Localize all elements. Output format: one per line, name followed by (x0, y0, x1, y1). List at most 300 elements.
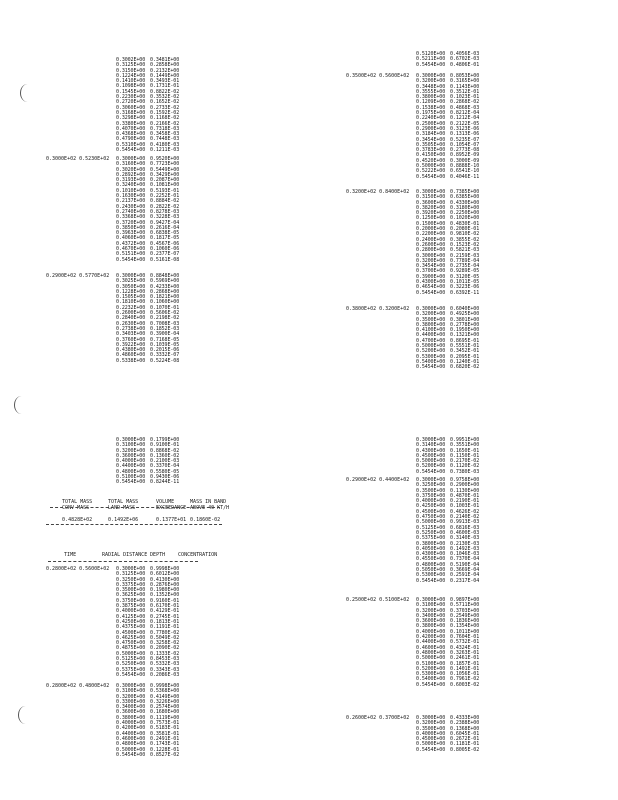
y-value: 0.6385E+00 (450, 194, 480, 201)
x-value: 0.5375E+00 (416, 535, 446, 542)
y-value: 0.1011E+00 (450, 628, 480, 635)
x-value: 0.5454E+00 (416, 173, 446, 180)
y-value: 0.8848E+00 (150, 273, 180, 279)
x-value: 0.3168E+00 (116, 109, 146, 116)
y-value: 0.1228E-01 (150, 746, 180, 753)
data-block-top-right-4 (416, 307, 490, 371)
x-value: 0.5000E+00 (416, 163, 446, 170)
y-value: 0.2140E-02 (450, 514, 480, 521)
y-value: 0.1321E+00 (450, 332, 480, 339)
y-value: 0.6003E-02 (450, 681, 480, 688)
x-value: 0.3500E+00 (116, 587, 146, 594)
data-block-bottom-left-2 (116, 567, 190, 678)
x-value: 0.4500E+00 (416, 508, 446, 515)
block-label-bottom-left-2: 0.2800E+02 0.5600E+02 (46, 566, 110, 572)
y-value: 0.6702E-03 (450, 56, 480, 63)
y-value: 0.4330E+00 (450, 199, 480, 206)
x-value: 0.5050E+00 (416, 567, 446, 574)
y-value: 0.7573E-01 (150, 720, 180, 727)
y-value: 0.9913E-03 (450, 519, 480, 526)
data-row (416, 470, 490, 475)
x-value: 0.3100E+00 (116, 442, 146, 449)
y-value: 0.2591E-04 (450, 572, 480, 579)
x-value: 0.4300E+00 (416, 447, 446, 454)
x-value: 0.3555E+00 (416, 88, 446, 95)
y-value: 0.3123E-06 (450, 125, 480, 132)
y-value: 0.2122E-05 (450, 120, 480, 127)
x-value: 0.4000E+00 (416, 498, 446, 505)
data-row (116, 258, 190, 263)
y-value: 0.8888E-10 (450, 163, 480, 170)
data-row (416, 63, 490, 68)
y-value: 0.9427E-04 (150, 219, 180, 226)
x-value: 0.3500E+00 (416, 316, 446, 323)
x-value: 0.5250E+00 (116, 661, 146, 668)
x-value: 0.5211E+00 (416, 56, 446, 63)
x-value: 0.5120E+00 (416, 51, 446, 57)
x-value: 0.3403E+00 (116, 331, 146, 338)
x-value: 0.1098E+00 (116, 83, 146, 90)
data-row (416, 365, 490, 370)
block-label-top-left-2: 0.3000E+02 0.5230E+02 (46, 156, 110, 162)
x-value: 0.4860E+00 (116, 352, 146, 359)
y-value: 0.8244E-11 (150, 479, 180, 486)
x-value: 0.3000E+00 (416, 715, 446, 721)
x-value: 0.4500E+00 (116, 629, 146, 636)
summary-rule-2 (46, 524, 222, 525)
y-value: 0.1857E-01 (450, 660, 480, 667)
x-value: 0.3050E+00 (116, 283, 146, 290)
x-value: 0.3060E+00 (116, 104, 146, 111)
y-value: 0.3226E+00 (150, 698, 180, 705)
y-value: 0.2549E+00 (450, 612, 480, 619)
y-value: 0.4046E-11 (450, 173, 480, 180)
x-value: 0.3000E+00 (116, 156, 146, 162)
summary-header-4: MASS IN BAND (190, 499, 227, 505)
x-value: 0.4520E+00 (416, 157, 446, 164)
y-value: 0.1191E-01 (150, 624, 180, 631)
y-value: 0.9100E-01 (150, 442, 180, 449)
y-value: 0.2900E+00 (450, 482, 480, 489)
y-value: 0.6045E-01 (450, 730, 480, 737)
x-value: 0.5454E+00 (116, 479, 146, 486)
y-value: 0.3120E-05 (450, 273, 480, 280)
y-value: 0.3228E-03 (150, 214, 180, 221)
table-header-concentration: CONCENTRATION (178, 552, 218, 558)
y-value: 0.5161E-08 (150, 256, 180, 263)
y-value: 0.3532E-02 (150, 94, 180, 101)
summary-value-1: 0.4828E+02 (62, 517, 93, 523)
x-value: 0.1538E+00 (416, 104, 446, 111)
y-value: 0.5821E-03 (450, 247, 480, 254)
data-block-bottom-left (116, 438, 190, 486)
block-label-bottom-left-3: 0.2800E+02 0.4800E+02 (46, 683, 110, 689)
y-value: 0.1212E-04 (450, 115, 480, 122)
x-value: 0.3760E+00 (116, 336, 146, 343)
y-value: 0.3000E-09 (450, 157, 480, 164)
x-value: 0.2600E+00 (116, 310, 146, 317)
x-value: 0.4875E+00 (116, 645, 146, 652)
y-value: 0.5183E-01 (150, 725, 180, 732)
y-value: 0.1211E-03 (150, 147, 180, 154)
x-value: 0.3140E+00 (416, 442, 446, 449)
x-value: 0.4380E+00 (116, 347, 146, 354)
y-value: 0.1181E-01 (450, 741, 480, 748)
x-value: 0.5250E+00 (416, 529, 446, 536)
y-value: 0.6040E+00 (450, 306, 480, 312)
x-value: 0.5000E+00 (116, 746, 146, 753)
x-value: 0.3454E+00 (416, 263, 446, 270)
y-value: 0.1817E-05 (150, 235, 180, 242)
x-value: 0.3000E+00 (416, 189, 446, 195)
y-value: 0.3343E-03 (150, 666, 180, 673)
x-value: 0.3900E+00 (416, 273, 446, 280)
y-value: 0.1060E+00 (150, 299, 180, 306)
y-value: 0.7385E+00 (450, 189, 480, 195)
x-value: 0.3000E+00 (116, 273, 146, 279)
y-value: 0.1056E-01 (450, 671, 480, 678)
y-value: 0.3429E+00 (150, 171, 180, 178)
x-value: 0.5454E+00 (416, 289, 446, 296)
summary-value-4: 0.1860E-02 (190, 517, 221, 523)
x-value: 0.1500E+00 (416, 220, 446, 227)
data-row (416, 579, 490, 584)
y-value: 0.8695E-01 (450, 337, 480, 344)
y-value: 0.2672E-01 (450, 736, 480, 743)
y-value: 0.2166E-02 (150, 120, 180, 127)
y-value: 0.1020E+00 (450, 215, 480, 222)
x-value: 0.4200E+00 (116, 725, 146, 732)
x-value: 0.5000E+00 (416, 343, 446, 350)
summary-subheader-3: EXCEEDANCE (156, 505, 187, 511)
x-value: 0.3002E+00 (116, 57, 146, 63)
y-value: 0.1799E+00 (150, 437, 180, 443)
x-value: 0.3800E+00 (416, 94, 446, 101)
y-value: 0.7380E-03 (450, 468, 480, 475)
y-value: 0.5193E-01 (150, 187, 180, 194)
x-value: 0.3820E+00 (416, 204, 446, 211)
x-value: 0.3505E+00 (416, 141, 446, 148)
y-value: 0.2087E+00 (150, 177, 180, 184)
x-value: 0.4800E+00 (416, 561, 446, 568)
y-value: 0.9951E+00 (450, 437, 480, 443)
x-value: 0.2200E+00 (416, 231, 446, 238)
hole-punch-mark (20, 84, 35, 102)
data-block-bottom-left-3 (116, 684, 190, 758)
y-value: 0.5224E-08 (150, 357, 180, 364)
y-value: 0.1046E-03 (450, 551, 480, 558)
x-value: 0.5310E+00 (116, 141, 146, 148)
y-value: 0.7318E-03 (150, 125, 180, 132)
y-value: 0.2159E-03 (450, 252, 480, 259)
x-value: 0.4060E+00 (116, 235, 146, 242)
y-value: 0.2388E+00 (450, 720, 480, 727)
y-value: 0.1143E+00 (450, 83, 480, 90)
x-value: 0.3600E+00 (416, 199, 446, 206)
data-row (416, 748, 490, 753)
summary-value-2: 0.1492E+06 (108, 517, 139, 523)
y-value: 0.9520E+00 (150, 156, 180, 162)
x-value: 0.4625E+00 (116, 634, 146, 641)
x-value: 0.4372E+00 (116, 240, 146, 247)
x-value: 0.3025E+00 (116, 278, 146, 285)
y-value: 0.5368E+00 (150, 688, 180, 695)
x-value: 0.5454E+00 (116, 256, 146, 263)
x-value: 0.5400E+00 (416, 676, 446, 683)
y-value: 0.8527E-02 (150, 751, 180, 758)
y-value: 0.4626E-02 (450, 508, 480, 515)
y-value: 0.1449E+00 (150, 72, 180, 79)
y-value: 0.1130E+00 (450, 487, 480, 494)
data-row (416, 291, 490, 296)
y-value: 0.1070E-01 (150, 304, 180, 311)
y-value: 0.7168E-05 (150, 336, 180, 343)
y-value: 0.7008E-03 (150, 320, 180, 327)
y-value: 0.2868E-02 (450, 99, 480, 106)
x-value: 0.3800E+00 (416, 623, 446, 630)
y-value: 0.4830E-01 (450, 220, 480, 227)
x-value: 0.5300E+00 (416, 353, 446, 360)
x-value: 0.4400E+00 (116, 463, 146, 470)
y-value: 0.2822E-02 (150, 203, 180, 210)
x-value: 0.4750E+00 (416, 514, 446, 521)
y-value: 0.2745E-01 (150, 613, 180, 620)
y-value: 0.3180E+00 (450, 204, 480, 211)
x-value: 0.3000E+00 (416, 73, 446, 79)
x-value: 0.4000E+00 (416, 730, 446, 737)
x-value: 0.5000E+00 (416, 458, 446, 465)
x-value: 0.3375E+00 (116, 581, 146, 588)
summary-values (50, 511, 220, 529)
data-block-bottom-right-2 (416, 478, 490, 584)
x-value: 0.5200E+00 (416, 348, 446, 355)
x-value: 0.2738E+00 (116, 325, 146, 332)
y-value: 0.9810E-02 (450, 231, 480, 238)
y-value: 0.8053E+00 (450, 73, 480, 79)
y-value: 0.1240E-01 (450, 358, 480, 365)
x-value: 0.4600E+00 (416, 644, 446, 651)
y-value: 0.7370E-04 (450, 556, 480, 563)
x-value: 0.5454E+00 (116, 751, 146, 758)
y-value: 0.5235E-07 (450, 136, 480, 143)
x-value: 0.5125E+00 (416, 524, 446, 531)
y-value: 0.1852E-03 (150, 325, 180, 332)
y-value: 0.5332E-03 (150, 661, 180, 668)
x-value: 0.5454E+00 (416, 681, 446, 688)
y-value: 0.8868E-02 (150, 447, 180, 454)
data-block-top-left-2 (116, 157, 190, 263)
x-value: 0.3000E+00 (116, 683, 146, 689)
x-value: 0.1209E+00 (416, 99, 446, 106)
x-value: 0.4750E+00 (116, 640, 146, 647)
y-value: 0.2100E-03 (150, 458, 180, 465)
y-value: 0.9758E+00 (450, 477, 480, 483)
y-value: 0.1650E-01 (450, 447, 480, 454)
summary-value-3: 0.1377E+01 (156, 517, 187, 523)
summary-rule (50, 507, 220, 508)
x-value: 0.3000E+00 (416, 252, 446, 259)
x-value: 0.4800E+00 (116, 741, 146, 748)
x-value: 0.3500E+00 (416, 487, 446, 494)
y-value: 0.2198E-02 (150, 315, 180, 322)
x-value: 0.3700E+00 (416, 268, 446, 275)
data-block-bottom-right-3 (416, 598, 490, 688)
x-value: 0.3300E+00 (116, 698, 146, 705)
data-block-top-right-3 (416, 190, 490, 296)
x-value: 0.1630E+00 (116, 193, 146, 200)
x-value: 0.3600E+00 (416, 618, 446, 625)
y-value: 0.1743E-01 (150, 741, 180, 748)
x-value: 0.3783E+00 (416, 147, 446, 154)
y-value: 0.1360E-02 (150, 452, 180, 459)
x-value: 0.3250E+00 (116, 576, 146, 583)
x-value: 0.2400E+00 (416, 236, 446, 243)
x-value: 0.4654E+00 (416, 284, 446, 291)
y-value: 0.8005E-02 (450, 746, 480, 753)
y-value: 0.7789E-04 (450, 257, 480, 264)
x-value: 0.3184E+00 (416, 131, 446, 138)
x-value: 0.3100E+00 (416, 602, 446, 609)
y-value: 0.3551E+00 (450, 442, 480, 449)
y-value: 0.2090E-02 (150, 645, 180, 652)
x-value: 0.2892E+00 (116, 171, 146, 178)
x-value: 0.4400E+00 (416, 332, 446, 339)
y-value: 0.1060E-06 (150, 246, 180, 253)
y-value: 0.2377E-07 (150, 251, 180, 258)
x-value: 0.3800E+00 (416, 540, 446, 547)
y-value: 0.3703E+00 (450, 607, 480, 614)
summary-header-3: VOLUME (156, 499, 175, 505)
y-value: 0.8884E-02 (150, 198, 180, 205)
x-value: 0.3800E+00 (416, 321, 446, 328)
y-value: 0.3458E-03 (150, 131, 180, 138)
x-value: 0.3448E+00 (416, 83, 446, 90)
y-value: 0.3581E-01 (150, 730, 180, 737)
x-value: 0.4150E+00 (416, 152, 446, 159)
y-value: 0.2015E-06 (150, 347, 180, 354)
x-value: 0.4200E+00 (416, 634, 446, 641)
x-value: 0.5375E+00 (116, 666, 146, 673)
x-value: 0.5454E+00 (116, 671, 146, 678)
y-value: 0.4149E+00 (150, 693, 180, 700)
y-value: 0.2190E-01 (450, 498, 480, 505)
y-value: 0.7780E-02 (150, 629, 180, 636)
y-value: 0.1813E-01 (150, 618, 180, 625)
x-value: 0.5454E+00 (416, 468, 446, 475)
block-label-bottom-right-3: 0.2500E+02 0.5100E+02 (346, 597, 410, 603)
y-value: 0.4870E-01 (450, 492, 480, 499)
y-value: 0.1168E-02 (150, 115, 180, 122)
x-value: 0.4670E+00 (116, 246, 146, 253)
block-label-top-right-3: 0.3200E+02 0.8400E+02 (346, 189, 410, 195)
y-value: 0.5606E-02 (150, 310, 180, 317)
x-value: 0.3920E+00 (416, 210, 446, 217)
y-value: 0.2733E-02 (150, 104, 180, 111)
x-value: 0.3200E+00 (116, 447, 146, 454)
y-value: 0.4324E-01 (450, 644, 480, 651)
data-row (116, 148, 190, 153)
x-value: 0.4000E+00 (116, 720, 146, 727)
y-value: 0.2250E+00 (450, 210, 480, 217)
x-value: 0.3250E+00 (416, 482, 446, 489)
summary-header-2: TOTAL MASS (108, 499, 139, 505)
y-value: 0.2317E-04 (450, 577, 480, 584)
x-value: 0.3200E+00 (416, 78, 446, 85)
y-value: 0.2170E-02 (450, 458, 480, 465)
x-value: 0.4800E+00 (116, 468, 146, 475)
y-value: 0.5551E-01 (450, 343, 480, 350)
y-value: 0.3263E-01 (450, 649, 480, 656)
x-value: 0.3000E+00 (416, 597, 446, 603)
table-header-depth: DEPTH (150, 552, 166, 558)
x-value: 0.5000E+00 (416, 655, 446, 662)
y-value: 0.1592E-02 (150, 109, 180, 116)
summary-header-1: TOTAL MASS (62, 499, 93, 505)
y-value: 0.1011E-05 (450, 279, 480, 286)
y-value: 0.1523E-02 (450, 241, 480, 248)
block-label-top-right-2: 0.3500E+02 0.5600E+02 (346, 73, 410, 79)
x-value: 0.3020E+00 (116, 166, 146, 173)
y-value: 0.1039E-05 (150, 341, 180, 348)
x-value: 0.5000E+00 (116, 650, 146, 657)
y-value: 0.2461E-01 (450, 655, 480, 662)
block-label-bottom-right-2: 0.2900E+02 0.4400E+02 (346, 477, 410, 483)
x-value: 0.3800E+00 (116, 714, 146, 721)
x-value: 0.4500E+00 (416, 452, 446, 459)
y-value: 0.3223E-06 (450, 284, 480, 291)
x-value: 0.1975E+00 (416, 110, 446, 117)
y-value: 0.1980E+00 (150, 587, 180, 594)
x-value: 0.4250E+00 (416, 503, 446, 510)
hole-punch-mark (18, 706, 33, 724)
x-value: 0.4000E+00 (116, 458, 146, 465)
x-value: 0.5151E+00 (116, 251, 146, 258)
y-value: 0.2858E+00 (150, 62, 180, 69)
x-value: 0.3600E+00 (116, 709, 146, 716)
y-value: 0.2868E+00 (150, 288, 180, 295)
x-value: 0.5100E+00 (416, 660, 446, 667)
y-value: 0.3370E-04 (150, 463, 180, 470)
y-value: 0.5732E-01 (450, 639, 480, 646)
x-value: 0.2430E+00 (116, 203, 146, 210)
x-value: 0.2232E+00 (116, 304, 146, 311)
y-value: 0.3669E-04 (450, 567, 480, 574)
data-block-top-right-2 (416, 74, 490, 180)
hole-punch-mark (14, 396, 29, 414)
y-value: 0.6816E-03 (450, 524, 480, 531)
y-value: 0.2132E+00 (150, 67, 180, 74)
block-label-top-right-4: 0.3800E+02 0.3200E+02 (346, 306, 410, 312)
y-value: 0.1054E-07 (450, 141, 480, 148)
y-value: 0.1731E-01 (150, 83, 180, 90)
y-value: 0.2252E-01 (150, 193, 180, 200)
x-value: 0.4500E+00 (416, 736, 446, 743)
x-value: 0.4125E+00 (116, 613, 146, 620)
x-value: 0.3368E+00 (116, 214, 146, 221)
x-value: 0.1410E+00 (116, 78, 146, 85)
y-value: 0.9897E+00 (450, 597, 480, 603)
x-value: 0.1505E+00 (116, 294, 146, 301)
x-value: 0.3500E+00 (416, 725, 446, 732)
y-value: 0.4129E-01 (150, 608, 180, 615)
x-value: 0.4300E+00 (416, 279, 446, 286)
y-value: 0.1950E+00 (450, 327, 480, 334)
x-value: 0.5454E+00 (416, 577, 446, 584)
x-value: 0.5454E+00 (116, 147, 146, 154)
x-value: 0.3600E+00 (116, 452, 146, 459)
y-value: 0.3452E-01 (450, 348, 480, 355)
x-value: 0.2630E+00 (116, 320, 146, 327)
